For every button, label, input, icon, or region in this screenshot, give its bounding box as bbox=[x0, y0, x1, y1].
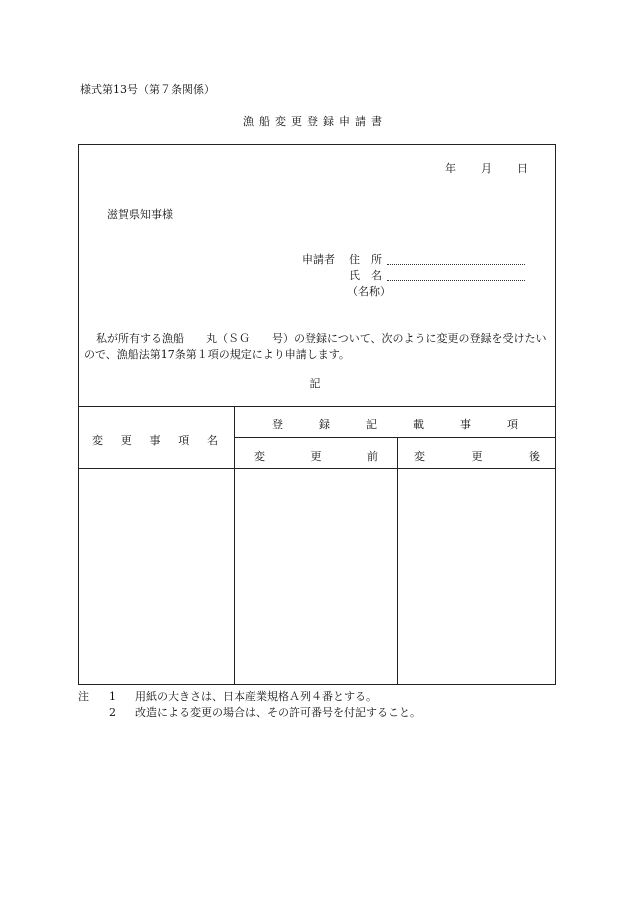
body-text: 私が所有する漁船 丸（ＳＧ 号）の登録について、次のように変更の登録を受けたいので、漁船法第17条第１項の規定により申請します。 bbox=[84, 332, 547, 361]
header-after: 変 更 後 bbox=[414, 450, 540, 463]
note-item: 2 改造による変更の場合は、その許可番号を付記すること。 bbox=[109, 706, 421, 719]
notes bbox=[78, 689, 421, 721]
name-label: 氏 名 bbox=[349, 269, 382, 282]
date-day: 日 bbox=[517, 162, 528, 175]
header-before: 変 更 前 bbox=[254, 450, 378, 463]
header-item-name: 変 更 事 項 名 bbox=[92, 434, 218, 447]
form-number: 様式第13号（第７条関係） bbox=[80, 83, 215, 96]
addressee: 滋賀県知事様 bbox=[107, 208, 173, 221]
date-year: 年 bbox=[445, 162, 456, 175]
header-record-items: 登 録 記 載 事 項 bbox=[272, 418, 518, 431]
applicant-label: 申請者 bbox=[302, 253, 335, 266]
name-note: （名称） bbox=[347, 285, 391, 298]
note-head: 注 bbox=[78, 690, 89, 703]
address-label: 住 所 bbox=[349, 253, 382, 266]
ki-label: 記 bbox=[309, 377, 321, 390]
form-frame bbox=[78, 144, 556, 685]
name-field[interactable] bbox=[387, 280, 525, 281]
document-title: 漁船変更登録申請書 bbox=[243, 115, 387, 128]
table-header-bottom-line bbox=[78, 468, 556, 469]
note-item: 注 1 用紙の大きさは、日本産業規格Ａ列４番とする。 bbox=[78, 690, 377, 703]
date-month: 月 bbox=[481, 162, 492, 175]
table-top-line bbox=[78, 406, 556, 407]
table-mid-line bbox=[234, 437, 556, 438]
table-divider-1 bbox=[234, 406, 235, 685]
table-divider-2 bbox=[397, 437, 398, 685]
address-field[interactable] bbox=[387, 264, 525, 265]
